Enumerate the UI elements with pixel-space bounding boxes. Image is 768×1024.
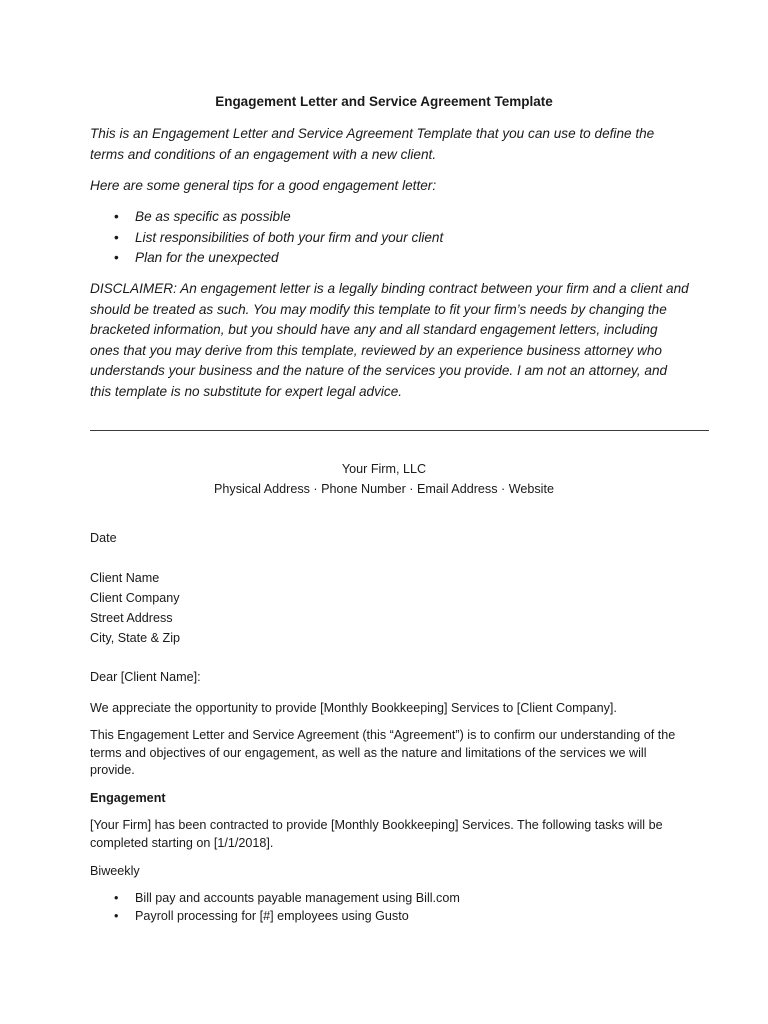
list-item bbox=[90, 890, 710, 908]
tips-intro: Here are some general tips for a good engagement letter: bbox=[90, 178, 437, 193]
client-street: Street Address bbox=[90, 611, 173, 625]
task-text: Bill pay and accounts payable management using Bill.com bbox=[135, 891, 460, 905]
body-paragraph-3: [Your Firm] has been contracted to provide [Monthly Bookkeeping] Services. The following tasks will be completed starting on [1/1/2018]. bbox=[90, 818, 663, 850]
client-name: Client Name bbox=[90, 571, 160, 585]
client-company: Client Company bbox=[90, 591, 180, 605]
bullet-icon: • bbox=[114, 250, 119, 265]
letterhead bbox=[0, 460, 768, 499]
firm-contact-line: Physical Address · Phone Number · Email Address · Website bbox=[214, 481, 554, 496]
tip-text: Be as specific as possible bbox=[135, 209, 291, 224]
body-paragraph-1: We appreciate the opportunity to provide [Monthly Bookkeeping] Services to [Client Company]. bbox=[90, 701, 617, 715]
list-item bbox=[90, 228, 690, 249]
tasks-list bbox=[90, 890, 710, 925]
disclaimer-paragraph: DISCLAIMER: An engagement letter is a legally binding contract between your firm and a client and should be treated as such. You may modify this template to fit your firm’s needs by changing the bracketed information, but you should have any and all standard engagement letters, including ones that you may derive from this template, reviewed by an experience business attorney who understands your business and the nature of the services you provide. I am not an attorney, and this template is no substitute for expert legal advice. bbox=[90, 281, 689, 399]
client-address-block bbox=[90, 568, 690, 648]
tip-text: List responsibilities of both your firm and your client bbox=[135, 229, 444, 245]
salutation: Dear [Client Name]: bbox=[90, 670, 201, 684]
bullet-icon: • bbox=[114, 908, 119, 923]
list-item bbox=[90, 207, 690, 228]
list-item bbox=[90, 248, 690, 269]
client-city: City, State & Zip bbox=[90, 631, 181, 645]
frequency-label: Biweekly bbox=[90, 864, 140, 878]
bullet-icon: • bbox=[114, 209, 119, 224]
document-title: Engagement Letter and Service Agreement Template bbox=[215, 94, 553, 109]
tips-list bbox=[90, 207, 690, 269]
firm-name: Your Firm, LLC bbox=[341, 462, 427, 476]
bullet-icon: • bbox=[114, 229, 119, 245]
section-heading-engagement: Engagement bbox=[90, 791, 166, 805]
list-item bbox=[90, 908, 710, 926]
task-text: Payroll processing for [#] employees using Gusto bbox=[135, 908, 409, 923]
letter-date: Date bbox=[90, 531, 117, 545]
intro-paragraph: This is an Engagement Letter and Service Agreement Template that you can use to define the terms and conditions of an engagement with a new client. bbox=[90, 126, 655, 162]
body-paragraph-2: This Engagement Letter and Service Agreement (this “Agreement”) is to confirm our understanding of the terms and objectives of our engagement, as well as the nature and limitations of the services we will provide. bbox=[90, 728, 676, 777]
bullet-icon: • bbox=[114, 891, 119, 905]
section-divider bbox=[90, 430, 709, 431]
tip-text: Plan for the unexpected bbox=[135, 250, 279, 265]
